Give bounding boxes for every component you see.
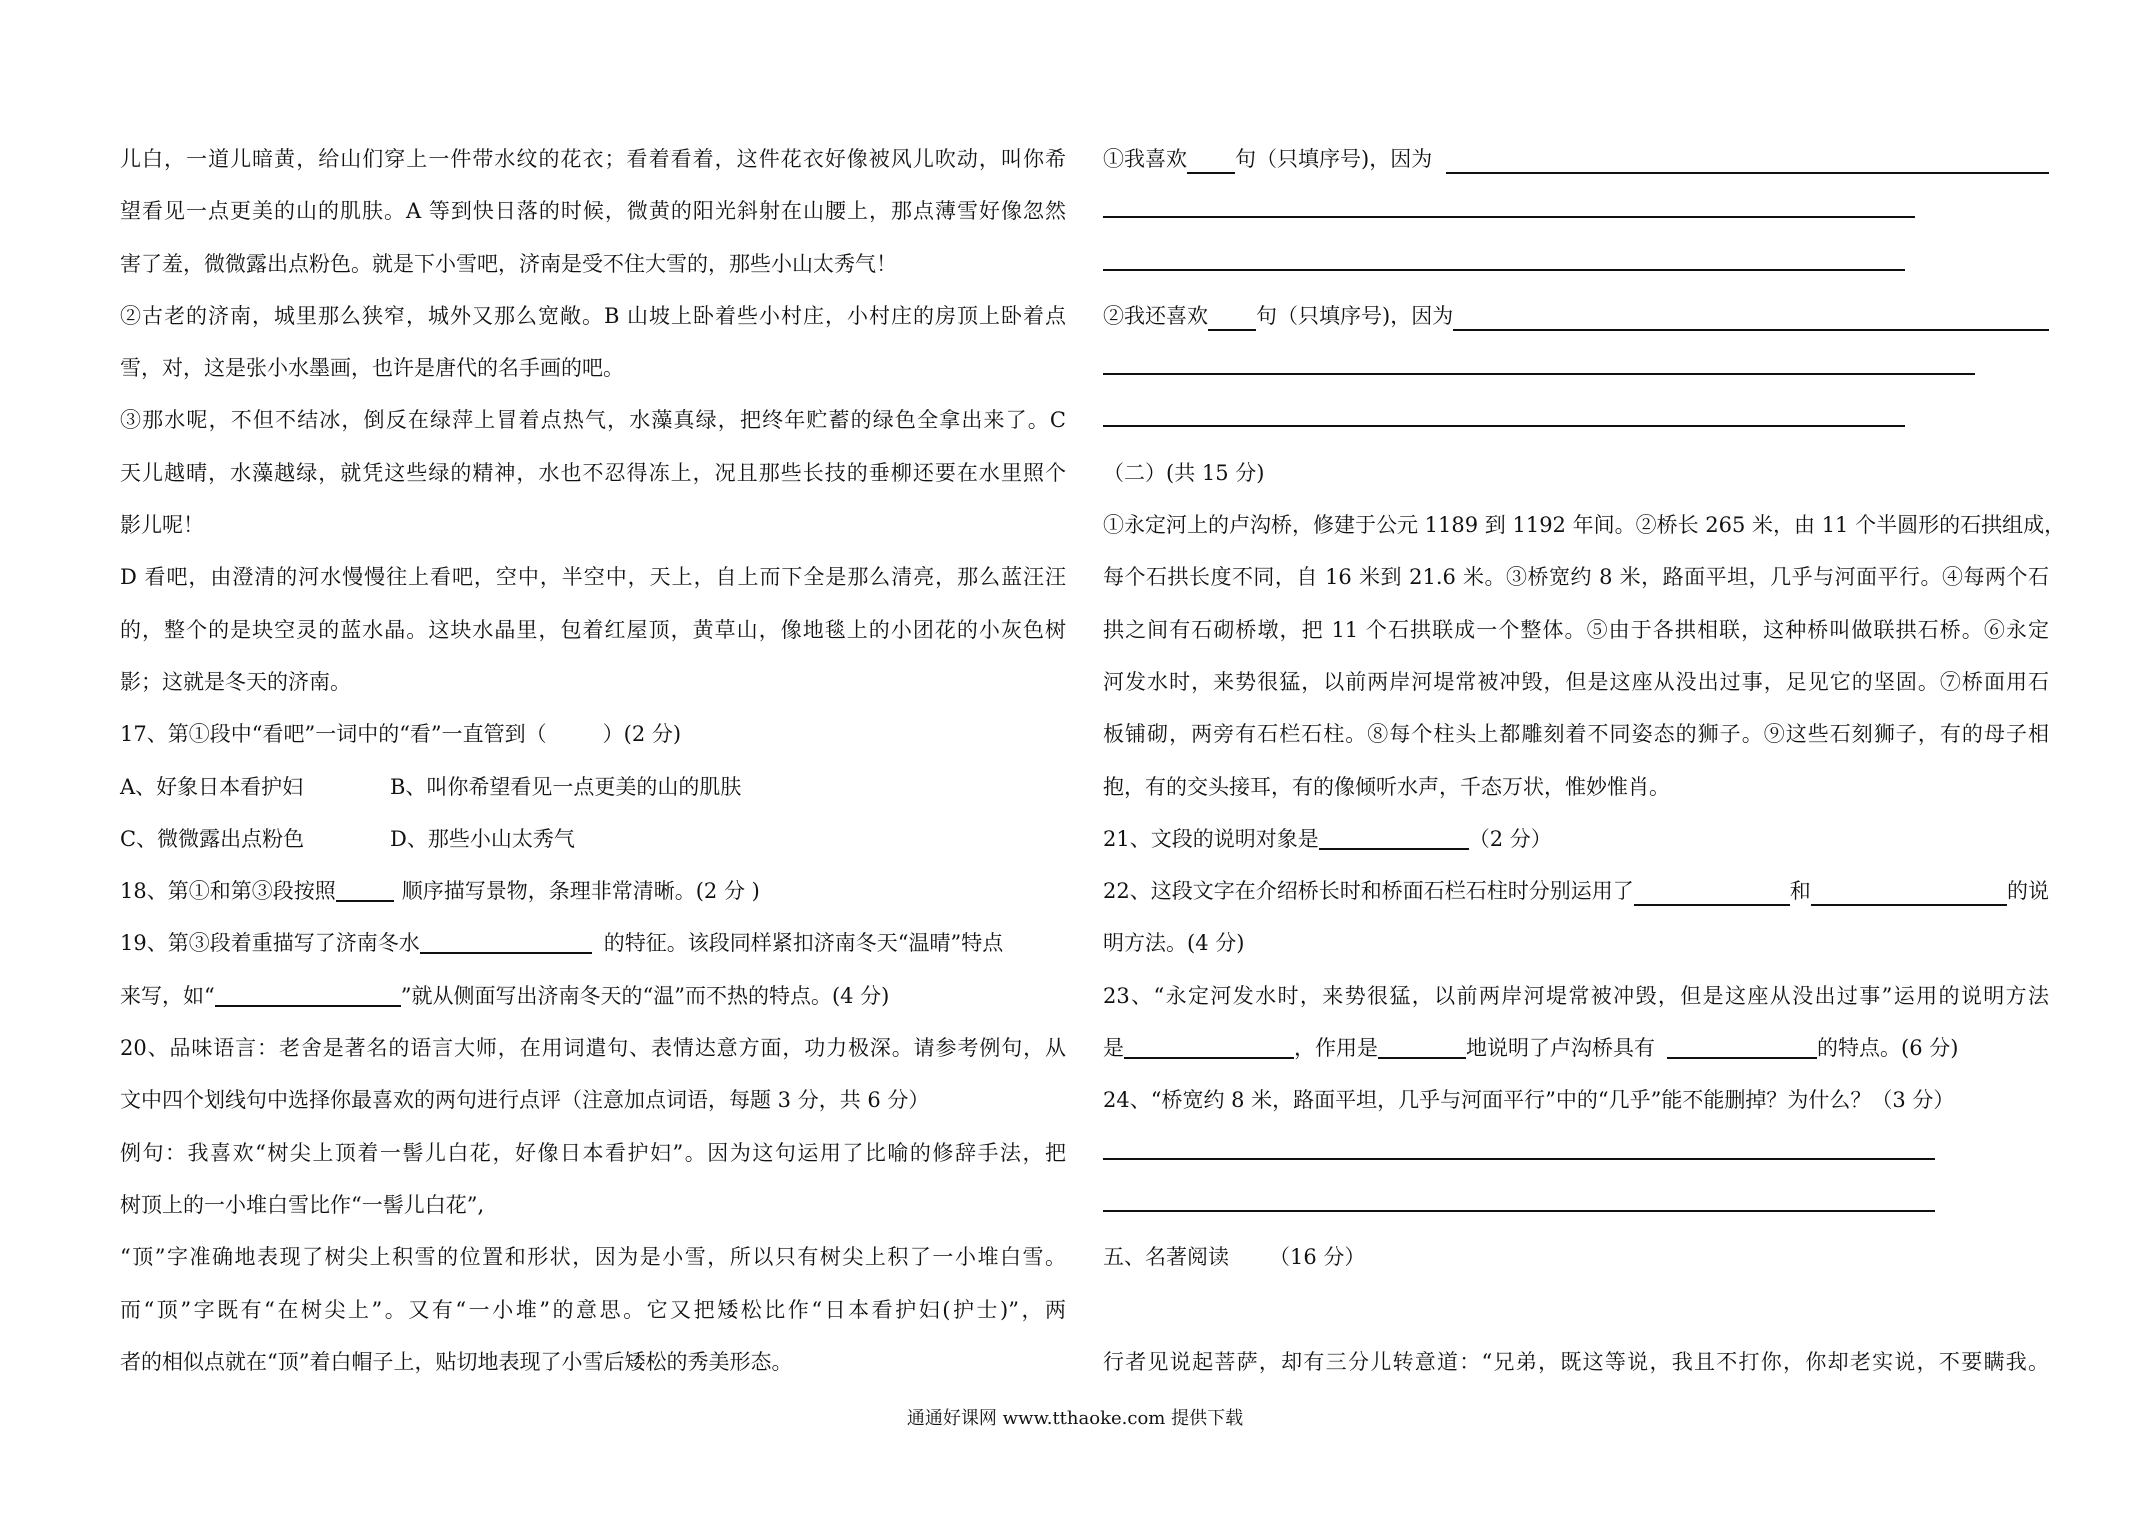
q18-text: 18、第①和第③段按照 <box>120 879 336 904</box>
answer-2-number-blank[interactable] <box>1208 303 1256 331</box>
q19-text-end: 的特征。该段同样紧扣济南冬天“温晴”特点 <box>603 931 1004 956</box>
q24-answer-line-1 <box>1103 1127 2049 1179</box>
spacer <box>1103 1284 2049 1336</box>
passage-line: 拱之间有石砌桥墩，把 11 个石拱联成一个整体。⑤由于各拱相联，这种桥叫做联拱石桥。⑥永定 <box>1103 617 2049 642</box>
q19-answer-blank-2[interactable] <box>215 979 401 1007</box>
section-5-score: （16 分） <box>1269 1245 1366 1270</box>
answer-2-line-2 <box>1103 342 2049 394</box>
answer-2-line-3 <box>1103 394 2049 446</box>
q22-text-mid: 和 <box>1789 879 1811 904</box>
answer-1-line-3 <box>1103 238 2049 290</box>
q18-text-end: 顺序描写景物，条理非常清晰。(2 分 ) <box>401 879 760 904</box>
q22-text-end: 的说 <box>2007 879 2049 904</box>
q19-answer-blank-1[interactable] <box>420 926 592 954</box>
q20-line: “顶”字准确地表现了树尖上积雪的位置和形状，因为是小雪，所以只有树尖上积了一小堆白雪。 <box>120 1245 1066 1270</box>
answer-favorite-2 <box>1103 290 2049 342</box>
answer-2-label: ②我还喜欢 <box>1103 303 1208 328</box>
q19-text-2: 来写，如“ <box>120 983 215 1008</box>
passage-line: 影；这就是冬天的济南。 <box>120 669 351 694</box>
q23-answer-blank-2[interactable] <box>1378 1031 1466 1059</box>
page-footer: 通通好课网 www.tthaoke.com 提供下载 <box>906 1408 1244 1429</box>
answer-2-reason-blank[interactable] <box>1453 303 2049 331</box>
q18-answer-blank[interactable] <box>336 874 394 902</box>
q17-option-b: B、叫你希望看见一点更美的山的肌肤 <box>390 774 742 799</box>
q19-text: 19、第③段着重描写了济南冬水 <box>120 931 420 956</box>
question-22-line-2: 明方法。(4 分) <box>1103 931 1245 956</box>
passage-line: 河发水时，来势很猛，以前两岸河堤常被冲毁，但是这座从没出过事，足见它的坚固。⑦桥面用石 <box>1103 669 2049 694</box>
section-5-heading: 五、名著阅读 <box>1103 1245 1229 1270</box>
q20-line: 20、品味语言：老舍是著名的语言大师，在用词遣句、表情达意方面，功力极深。请参考例句，从 <box>120 1036 1066 1061</box>
answer-line[interactable] <box>1103 238 1905 271</box>
passage-line: 害了羞，微微露出点粉色。就是下小雪吧，济南是受不住大雪的，那些小山太秀气！ <box>120 251 897 276</box>
passage-line: 雪，对，这是张小水墨画，也许是唐代的名手画的吧。 <box>120 356 624 381</box>
q23-text-a: 是 <box>1103 1036 1124 1061</box>
answer-1-reason-blank[interactable] <box>1446 146 2049 174</box>
answer-1-line-2 <box>1103 185 2049 237</box>
question-18 <box>120 865 1066 917</box>
passage-line: 的，整个的是块空灵的蓝水晶。这块水晶里，包着红屋顶，黄草山，像地毯上的小团花的小灰色树 <box>120 617 1066 642</box>
passage-line: ③那水呢，不但不结冰，倒反在绿萍上冒着点热气，水藻真绿，把终年贮蓄的绿色全拿出来了。C <box>120 408 1066 433</box>
left-column <box>120 133 1066 1388</box>
q20-line: 而“顶”字既有“在树尖上”。又有“一小堆”的意思。它又把矮松比作“日本看护妇(护士)”，两 <box>120 1297 1066 1322</box>
q17-option-d: D、那些小山太秀气 <box>390 826 575 851</box>
answer-1-mid: 句（只填序号)，因为 <box>1235 147 1433 171</box>
q20-line: 文中四个划线句中选择你最喜欢的两句进行点评（注意加点词语，每题 3 分，共 6 分） <box>120 1088 930 1113</box>
answer-line[interactable] <box>1103 1127 1935 1160</box>
passage-line: 望看见一点更美的山的肌肤。A 等到快日落的时候，微黄的阳光斜射在山腰上，那点薄雪好像忽然 <box>120 199 1066 224</box>
passage-line: 行者见说起菩萨，却有三分儿转意道：“兄弟，既这等说，我且不打你，你却老实说，不要瞒我。 <box>1103 1349 2049 1374</box>
q22-answer-blank-1[interactable] <box>1634 878 1790 906</box>
section-5-heading-row <box>1103 1231 2049 1283</box>
q20-line: 例句：我喜欢“树尖上顶着一髻儿白花，好像日本看护妇”。因为这句运用了比喻的修辞手法，把 <box>120 1140 1066 1165</box>
q21-text-end: （2 分） <box>1468 826 1552 851</box>
question-17 <box>120 708 1066 760</box>
q17-options-row-1 <box>120 761 1066 813</box>
passage-line: 影儿呢！ <box>120 513 204 538</box>
passage-line: 每个石拱长度不同，自 16 米到 21.6 米。③桥宽约 8 米，路面平坦，几乎与河面平行。④每两个石 <box>1103 565 2049 590</box>
question-21 <box>1103 813 2049 865</box>
answer-line[interactable] <box>1103 185 1915 218</box>
section-2-heading: （二）(共 15 分) <box>1103 460 1265 485</box>
q23-answer-blank-3[interactable] <box>1667 1031 1817 1059</box>
answer-1-label: ①我喜欢 <box>1103 147 1187 171</box>
passage-line: 天儿越晴，水藻越绿，就凭这些绿的精神，水也不忍得冻上，况且那些长技的垂柳还要在水里照个 <box>120 460 1066 485</box>
passage-line: D 看吧，由澄清的河水慢慢往上看吧，空中，半空中，天上，自上而下全是那么清亮，那么蓝汪汪 <box>120 565 1066 590</box>
q22-answer-blank-2[interactable] <box>1811 878 2007 906</box>
q17-option-a: A、好象日本看护妇 <box>120 774 304 799</box>
right-column <box>1103 133 2066 1388</box>
answer-line[interactable] <box>1103 394 1905 427</box>
q24-answer-line-2 <box>1103 1179 2049 1231</box>
question-22 <box>1103 865 2049 917</box>
q17-stem-end: ）(2 分) <box>602 722 682 747</box>
passage-line: ①永定河上的卢沟桥，修建于公元 1189 到 1192 年间。②桥长 265 米，由 11 个半圆形的石拱组成， <box>1103 513 2066 538</box>
q23-text-c: 地说明了卢沟桥具有 <box>1466 1036 1655 1061</box>
q23-text-d: 的特点。(6 分) <box>1817 1036 1959 1061</box>
q17-option-c: C、微微露出点粉色 <box>120 826 305 851</box>
question-23-line-2 <box>1103 1022 2049 1074</box>
answer-2-mid: 句（只填序号)，因为 <box>1256 303 1454 328</box>
question-23: 23、“永定河发水时，来势很猛，以前两岸河堤常被冲毁，但是这座从没出过事”运用的说明方法 <box>1103 983 2049 1008</box>
q23-answer-blank-1[interactable] <box>1124 1031 1294 1059</box>
passage-line: 板铺砌，两旁有石栏石柱。⑧每个柱头上都雕刻着不同姿态的狮子。⑨这些石刻狮子，有的母子相 <box>1103 722 2049 747</box>
q20-line: 者的相似点就在“顶”着白帽子上，贴切地表现了小雪后矮松的秀美形态。 <box>120 1349 793 1374</box>
passage-line: 儿白，一道儿暗黄，给山们穿上一件带水纹的花衣；看着看着，这件花衣好像被风儿吹动，叫你希 <box>120 147 1066 171</box>
answer-line[interactable] <box>1103 342 1975 375</box>
q22-text: 22、这段文字在介绍桥长时和桥面石栏石柱时分别运用了 <box>1103 879 1634 904</box>
question-19-line-2 <box>120 970 1066 1022</box>
q17-options-row-2 <box>120 813 1066 865</box>
passage-line: ②古老的济南，城里那么狭窄，城外又那么宽敞。B 山坡上卧着些小村庄，小村庄的房顶上卧着点 <box>120 303 1066 328</box>
answer-favorite-1 <box>1103 133 2049 185</box>
q19-text-2-end: ”就从侧面写出济南冬天的“温”而不热的特点。(4 分) <box>400 983 890 1008</box>
q17-stem: 17、第①段中“看吧”一词中的“看”一直管到（ <box>120 722 547 747</box>
q21-text: 21、文段的说明对象是 <box>1103 826 1319 851</box>
answer-1-number-blank[interactable] <box>1187 146 1235 174</box>
answer-line[interactable] <box>1103 1179 1935 1212</box>
passage-line: 抱，有的交头接耳，有的像倾听水声，千态万状，惟妙惟肖。 <box>1103 774 1670 799</box>
question-24: 24、“桥宽约 8 米，路面平坦，几乎与河面平行”中的“几乎”能不能删掉？为什么？（3 分） <box>1103 1088 1955 1113</box>
q23-text-b: ，作用是 <box>1294 1036 1378 1061</box>
q20-line: 树顶上的一小堆白雪比作“一髻儿白花”, <box>120 1192 485 1217</box>
q21-answer-blank[interactable] <box>1319 822 1469 850</box>
question-19 <box>120 917 1066 969</box>
